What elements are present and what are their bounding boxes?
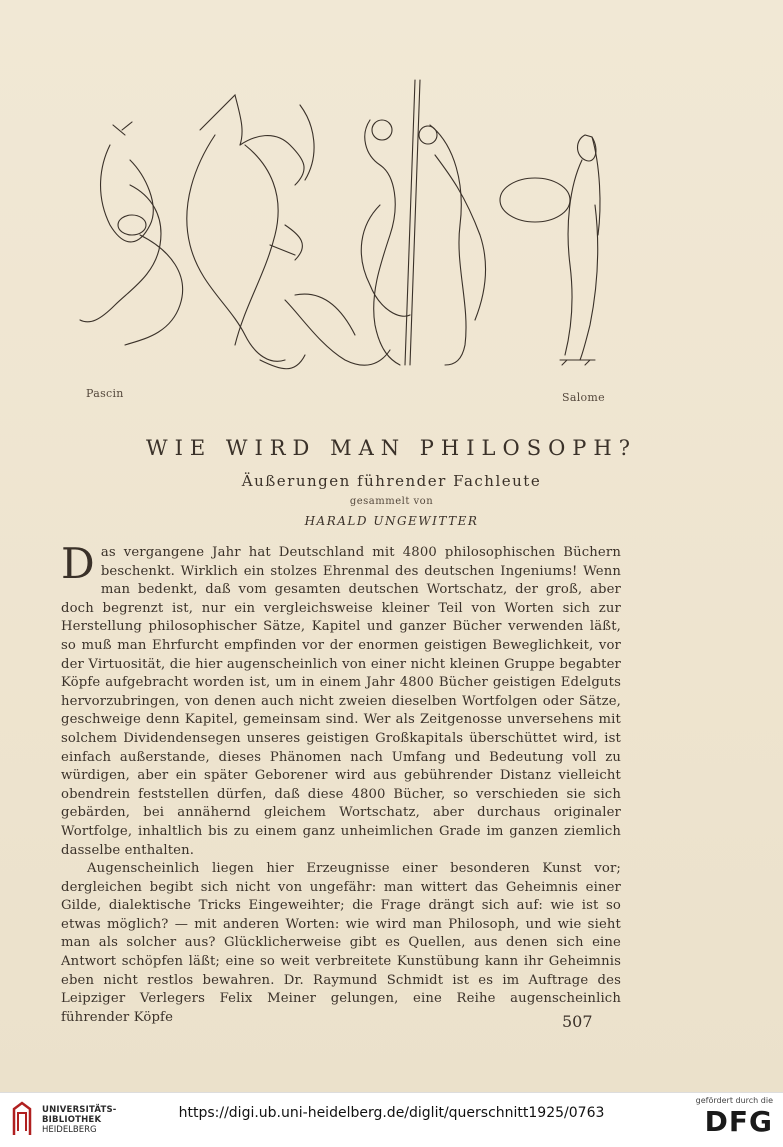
paragraph-1-text: as vergangene Jahr hat Deutschland mit 4800 philosophischen Büchern beschenkt. Wirklich ein stolzes Ehrenmal des deutschen Ingeniums! Wenn man bedenkt, daß vom gesamten deutschen Wortschatz, der groß, aber doch begrenzt ist, nur ein vergleichsweise kleiner Teil von Worten sich zur Herstellung philosophischer Sätze, Kapitel und ganzer Bücher verwenden läßt, so muß man Ehrfurcht empfinden vor der enormen geistigen Beweglichkeit, vor der Virtuosität, die hier augenscheinlich von einer nicht kleinen Gruppe begabter Köpfe aufgebracht worden ist, um in einem Jahr 4800 Bücher geistigen Edelguts hervorzubringen, von denen auch nicht zweien dieselben Wortfolgen oder Sätze, geschweige denn Kapitel, gemeinsam sind. Wer als Zeitgenosse unversehens mit solchem Dividendensegen unseres geistigen Großkapitals überschüttet wird, ist einfach außerstande, dieses Phänomen nach Umfang und Bedeutung voll zu würdigen, aber ein später Geborener wird aus gebührender Distanz vielleicht obendrein feststellen dürfen, daß diese 4800 Bücher, so verschieden sie sich gebärden, bei annähernd gleichem Wortschatz, aber durchaus originaler Wortfolge, inhaltlich bis zu einem ganz unheimlichen Grade im ganzen ziemlich dasselbe enthalten. bbox=[61, 545, 621, 858]
caption-artist: Pascin bbox=[86, 387, 124, 400]
drawing-figure-group-left bbox=[80, 95, 314, 369]
library-logo-text: UNIVERSITÄTS- BIBLIOTHEK HEIDELBERG bbox=[42, 1105, 117, 1135]
pen-drawing-illustration bbox=[70, 75, 615, 385]
paragraph-1 bbox=[61, 539, 621, 860]
drawing-figure-group-middle bbox=[285, 80, 485, 365]
paragraph-2: Augenscheinlich liegen hier Erzeugnisse einer besonderen Kunst vor; dergleichen begibt sich nicht von ungefähr: man wittert das Geheimnis einer Gilde, dialektische Tricks Eingeweihter; die Frage drängt sich auf: wie ist so etwas möglich? — mit anderen Worten: wie wird man Philosoph, und wie sieht man als solcher aus? Glücklicherweise gibt es Quellen, aus denen sich eine Antwort schöpfen läßt; eine so weit verbreitete Kunstübung kann ihr Geheimnis eben nicht restlos bewahren. Dr. Raymund Schmidt ist es im Auftrage des Leipziger Verlegers Felix Meiner gelungen, eine Reihe augenscheinlich führender Köpfe bbox=[61, 861, 621, 1025]
viewer-footer bbox=[0, 1092, 783, 1147]
funded-by-label: gefördert durch die bbox=[695, 1096, 773, 1105]
permalink-url[interactable]: https://digi.ub.uni-heidelberg.de/diglit/querschnitt1925/0763 bbox=[178, 1105, 605, 1121]
drawing-figure-salome bbox=[500, 135, 600, 365]
collected-by-label: gesammelt von bbox=[349, 496, 434, 507]
caption-title: Salome bbox=[562, 391, 605, 404]
article-body bbox=[61, 539, 621, 1027]
dfg-logo: DFG bbox=[704, 1105, 773, 1138]
article-title: WIE WIRD MAN PHILOSOPH? bbox=[145, 436, 637, 460]
page-number: 507 bbox=[562, 1012, 593, 1031]
article-author: HARALD UNGEWITTER bbox=[304, 514, 479, 528]
drop-cap: D bbox=[61, 539, 95, 588]
funder-badge[interactable] bbox=[683, 1096, 773, 1144]
article-subtitle: Äußerungen führender Fachleute bbox=[241, 472, 542, 490]
